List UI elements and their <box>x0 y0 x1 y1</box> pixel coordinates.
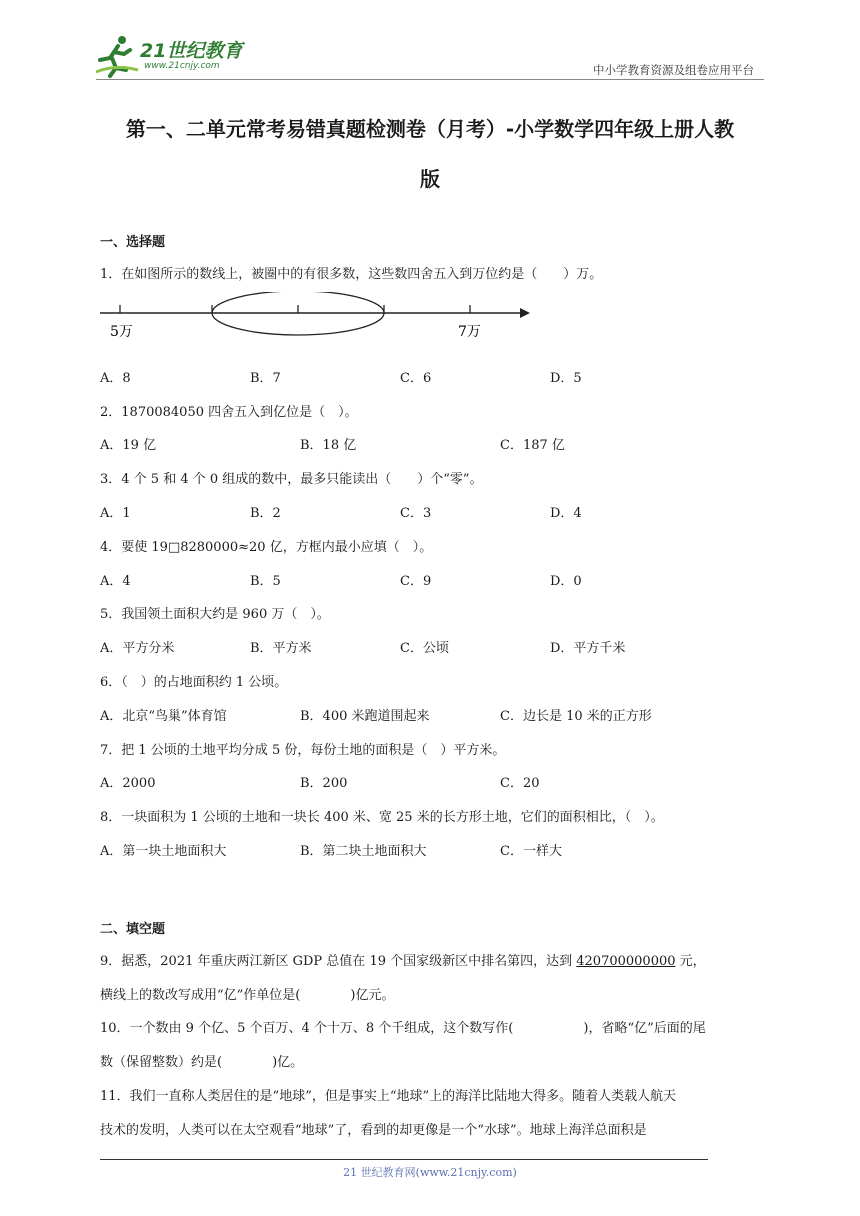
question-10 <box>100 1012 766 1080</box>
options-q6 <box>100 700 766 734</box>
option-d[interactable]: D．0 <box>550 573 582 589</box>
title-line-1: 第一、二单元常考易错真题检测卷（月考）-小学数学四年级上册人教 <box>125 117 735 141</box>
option-b[interactable]: B．5 <box>250 573 281 589</box>
option-c[interactable]: C．187 亿 <box>500 438 565 454</box>
option-a[interactable]: A．北京“鸟巢”体育馆 <box>100 708 227 724</box>
q10-text-c: 数（保留整数）约是( <box>100 1055 223 1071</box>
option-a[interactable]: A．1 <box>100 505 131 521</box>
page-header <box>0 0 860 80</box>
option-b[interactable]: B．平方米 <box>250 641 312 657</box>
title-line-2: 版 <box>420 167 440 191</box>
q9-text-c: 横线上的数改写成用“亿”作单位是( <box>100 987 301 1003</box>
option-a[interactable]: A．平方分米 <box>100 641 175 657</box>
question-11 <box>100 1080 766 1148</box>
option-c[interactable]: C．9 <box>400 573 432 589</box>
logo-text: 21世纪教育 <box>140 40 243 62</box>
q9-text-d: )亿元。 <box>350 987 395 1003</box>
option-d[interactable]: D．5 <box>550 370 582 386</box>
footer-link[interactable]: 21 世纪教育网(www.21cnjy.com) <box>343 1166 517 1179</box>
question-7: 7．把 1 公顷的土地平均分成 5 份，每份土地的面积是（ ）平方米。 <box>100 742 506 758</box>
header-divider <box>96 79 764 80</box>
number-line-svg <box>100 292 540 362</box>
options-q7 <box>100 767 766 801</box>
runner-logo-icon <box>96 34 140 78</box>
option-a[interactable]: A．2000 <box>100 776 156 792</box>
option-d[interactable]: D．平方千米 <box>550 641 626 657</box>
option-a[interactable]: A．19 亿 <box>100 438 157 454</box>
option-d[interactable]: D．4 <box>550 505 582 521</box>
option-b[interactable]: B．200 <box>300 776 348 792</box>
number-line-figure <box>100 292 766 362</box>
options-q4 <box>100 565 766 599</box>
options-q3 <box>100 497 766 531</box>
option-c[interactable]: C．3 <box>400 505 432 521</box>
options-q5 <box>100 632 766 666</box>
q11-line-1: 11．我们一直称人类居住的是“地球”，但是事实上“地球”上的海洋比陆地大得多。随着人类载人航天 <box>100 1088 677 1104</box>
question-6: 6．（ ）的占地面积约 1 公顷。 <box>100 674 288 690</box>
section-heading-fill: 二、填空题 <box>100 921 166 937</box>
platform-label: 中小学教育资源及组卷应用平台 <box>593 63 754 77</box>
options-q8 <box>100 835 766 869</box>
q11-line-2: 技术的发明，人类可以在太空观看“地球”了，看到的却更像是一个“水球”。地球上海洋总面积是 <box>100 1122 647 1138</box>
option-b[interactable]: B．7 <box>250 370 281 386</box>
section-spacer <box>100 869 766 915</box>
question-4: 4．要使 19□8280000≈20 亿，方框内最小应填（ ）。 <box>100 539 433 555</box>
question-9 <box>100 945 766 1013</box>
page-title <box>96 104 764 204</box>
option-b[interactable]: B．18 亿 <box>300 438 357 454</box>
label-7wan: 7万 <box>458 323 481 340</box>
question-2: 2．1870084050 四舍五入到亿位是（ ）。 <box>100 404 358 420</box>
options-q1 <box>100 362 766 396</box>
option-c[interactable]: C．公顷 <box>400 641 449 657</box>
q10-text-b: )，省略“亿”后面的尾 <box>583 1021 706 1037</box>
q9-text-a: 9．据悉，2021 年重庆两江新区 GDP 总值在 19 个国家级新区中排名第四，达到 <box>100 953 577 969</box>
options-q2 <box>100 429 766 463</box>
option-a[interactable]: A．4 <box>100 573 131 589</box>
q9-text-b: 元， <box>675 953 706 969</box>
exam-content <box>100 228 766 1148</box>
site-logo[interactable] <box>96 34 266 78</box>
option-b[interactable]: B．400 米跑道围起来 <box>300 708 430 724</box>
option-c[interactable]: C．边长是 10 米的正方形 <box>500 708 652 724</box>
q10-text-a: 10．一个数由 9 个亿、5 个百万、4 个十万、8 个千组成，这个数写作( <box>100 1021 514 1037</box>
option-c[interactable]: C．20 <box>500 776 540 792</box>
footer-divider <box>100 1159 708 1160</box>
label-5wan: 5万 <box>110 323 133 340</box>
question-5: 5．我国领土面积大约是 960 万（ ）。 <box>100 607 330 623</box>
question-1: 1．在如图所示的数线上，被圈中的有很多数，这些数四舍五入到万位约是（ ）万。 <box>100 267 603 282</box>
option-c[interactable]: C．一样大 <box>500 843 562 859</box>
q10-text-d: )亿。 <box>272 1055 304 1071</box>
option-c[interactable]: C．6 <box>400 370 432 386</box>
option-a[interactable]: A．第一块土地面积大 <box>100 843 227 859</box>
option-a[interactable]: A．8 <box>100 370 131 386</box>
section-heading-choice: 一、选择题 <box>100 235 166 250</box>
question-3: 3．4 个 5 和 4 个 0 组成的数中，最多只能读出（ ）个“零”。 <box>100 472 483 488</box>
option-b[interactable]: B．第二块土地面积大 <box>300 843 427 859</box>
logo-url: www.21cnjy.com <box>144 61 220 71</box>
option-b[interactable]: B．2 <box>250 505 281 521</box>
question-8: 8．一块面积为 1 公顷的土地和一块长 400 米、宽 25 米的长方形土地，它们的面积相比，（ ）。 <box>100 810 664 826</box>
q9-number: 420700000000 <box>576 953 676 969</box>
axis-arrow <box>520 308 530 318</box>
